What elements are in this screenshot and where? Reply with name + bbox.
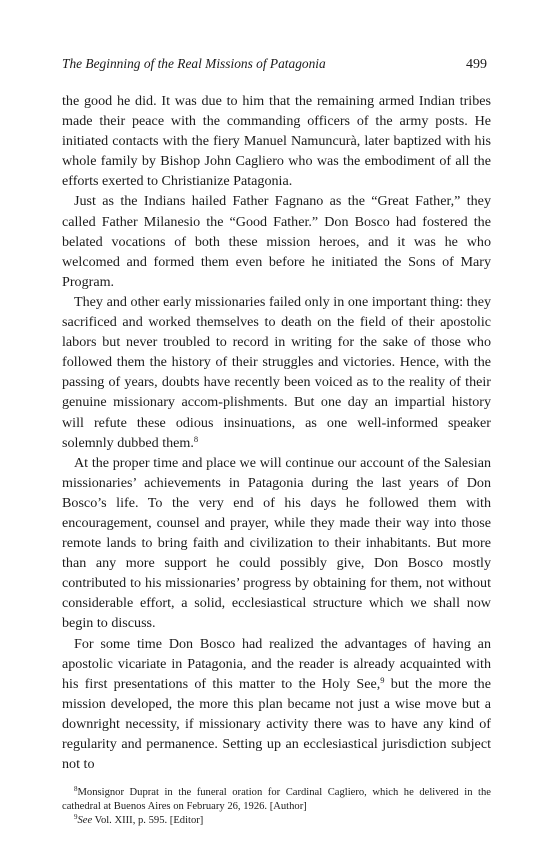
footnotes [62,786,491,828]
footnote-ref-8: 8 [193,433,199,444]
book-page [62,56,491,828]
footnote-mark-9: 9 [74,813,78,822]
running-head [62,56,491,73]
footnote-8-text: Monsignor Duprat in the funeral oration for Cardinal Cagliero, which he delivered in the cathedral at Buenos Aires on February 26, 1926. [Author] [62,787,491,813]
footnote-ref-9: 9 [380,674,385,685]
paragraph-5-text-after: but the more the mission developed, the more this plan became not just a wise move but a downright necessity, if missionary activity there was to have any kind of regularity and permanence. Setting up an ecclesiastical jurisdiction subject not to [62,675,491,773]
page-number: 499 [466,57,487,72]
footnote-8 [62,786,491,814]
paragraph-5 [62,634,491,775]
paragraph-3 [62,292,491,453]
running-head-title: The Beginning of the Real Missions of Patagonia [62,56,326,71]
paragraph-1-text: the good he did. It was due to him that the remaining armed Indian tribes made their peace with the commanding officers of the army posts. He initiated contacts with the fiery Manuel Namuncurà, later baptized with his whole family by Bishop John Cagliero who was the embodiment of all the efforts exerted to Christianize Patagonia. [62,93,491,190]
paragraph-5-text-before: For some time Don Bosco had realized the advantages of having an apostolic vicariate in Patagonia, and the reader is already acquainted with his first presentations of this matter to the Holy See, [62,635,491,692]
paragraph-3-text: They and other early missionaries failed only in one important thing: they sacrificed and worked themselves to death on the field of their apostolic labors but never troubled to record in writing for the sake of those who followed them the history of their struggles and victories. Hence, with the passing of years, doubts have recently been voiced as to the reality of their genuine missionary accom-plishments. But one day an impartial history will refute these odious insinuations, as one well-informed speaker solemnly dubbed them. [62,293,491,451]
footnote-mark-8: 8 [74,785,78,794]
footnote-9-see: See [77,815,93,827]
body-text [62,91,491,774]
paragraph-2-text: Just as the Indians hailed Father Fagnano as the “Great Father,” they called Father Milanesio the “Good Father.” Don Bosco had fostered the belated vocations of both these mission heroes, and it was he who welcomed and formed them even before he initiated the Sons of Mary Program. [62,193,491,290]
paragraph-2 [62,191,491,291]
footnote-9 [62,814,491,828]
footnote-9-text: Vol. XIII, p. 595. [Editor] [92,815,204,827]
paragraph-4-text: At the proper time and place we will continue our account of the Salesian missionaries’ achievements in Patagonia during the last years of Don Bosco’s life. To the very end of his days he followed them with encouragement, counsel and prayer, while they made their way into those remote lands to bring faith and civilization to their inhabitants. But more than any more support he could possibly give, Don Bosco mostly contributed to his missionaries’ progress by obtaining for them, not without considerable effort, a solid, ecclesiastical structure which we shall now begin to discuss. [62,454,491,632]
paragraph-1 [62,91,491,191]
paragraph-4 [62,453,491,634]
